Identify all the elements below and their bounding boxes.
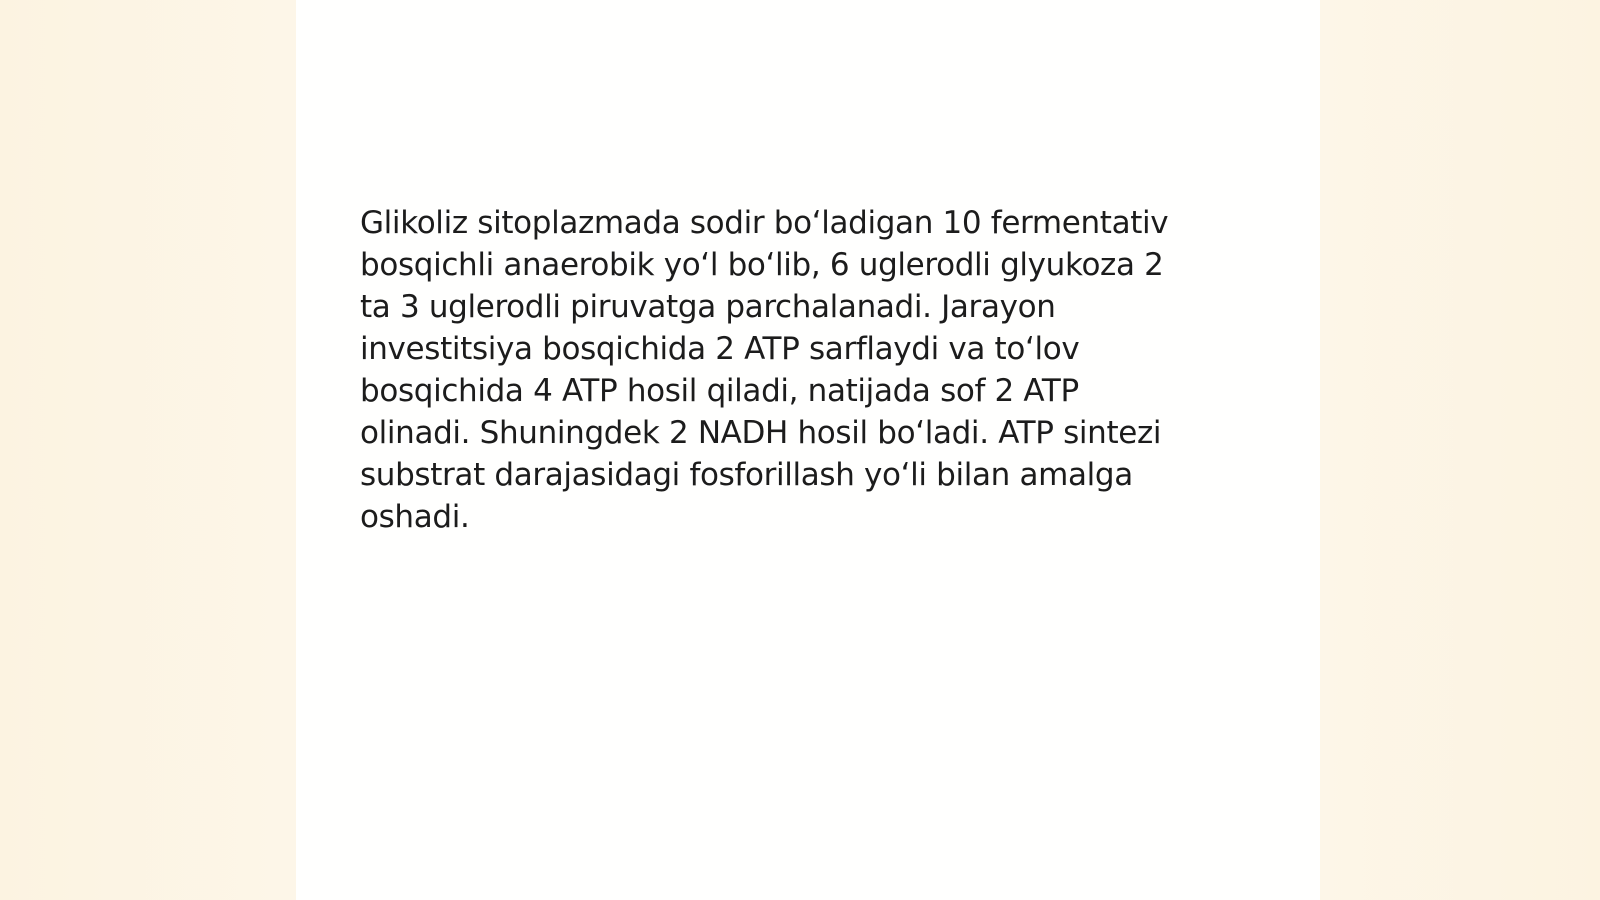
body-paragraph: Glikoliz sitoplazmada sodir bo‘ladigan 10 fermentativ bosqichli anaerobik yo‘l bo‘lib, 6 uglerodli glyukoza 2 ta 3 uglerodli piruvatga parchalanadi. Jarayon investitsiya bosqichida 2 ATP sarflaydi va to‘lov bosqichida 4 ATP hosil qiladi, natijada sof 2 ATP olinadi. Shuningdek 2 NADH hosil bo‘ladi. ATP sintezi substrat darajasidagi fosforillash yo‘li bilan amalga oshadi. [360,205,1169,535]
document-page [296,0,1320,900]
